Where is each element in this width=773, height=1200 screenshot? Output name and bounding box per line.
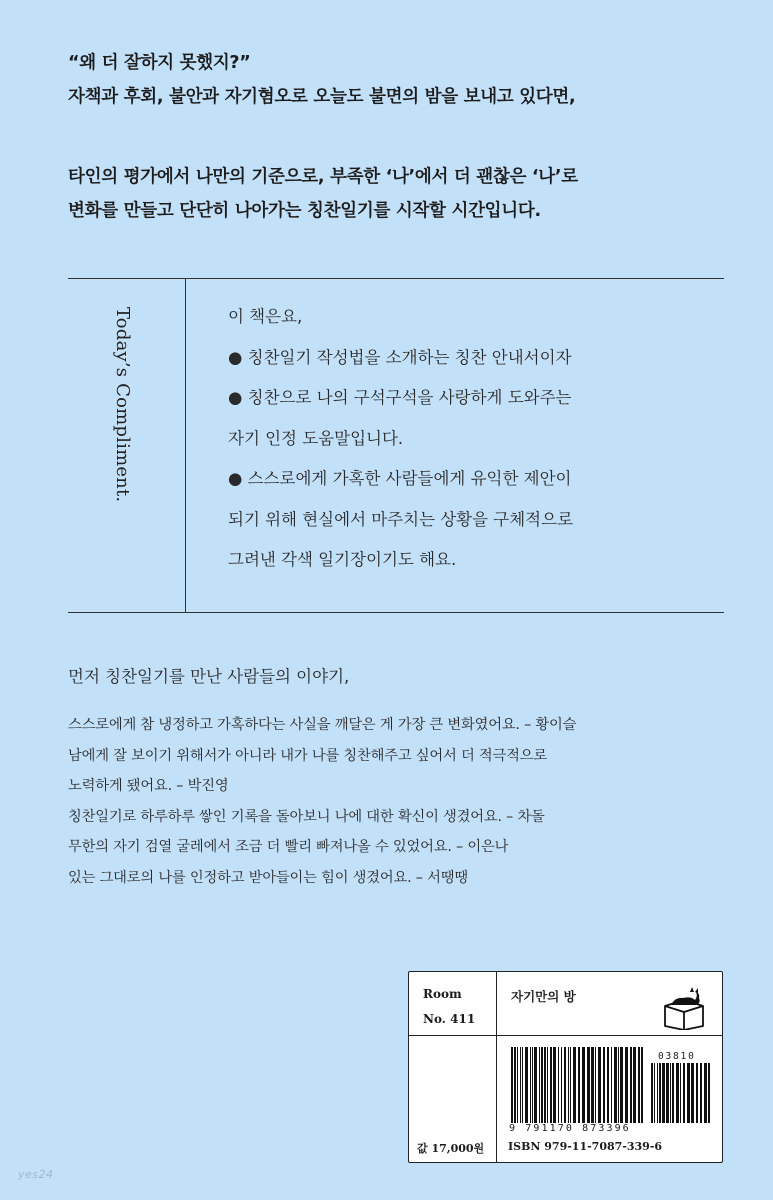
barcode-bar <box>514 1047 516 1123</box>
barcode-bar <box>539 1047 540 1123</box>
barcode-bar <box>680 1063 681 1123</box>
barcode-bar <box>620 1047 623 1123</box>
label-divider-vertical <box>496 972 497 1162</box>
about-line: 이 책은요, <box>228 307 303 326</box>
about-line: 자기 인정 도움말입니다. <box>228 428 404 448</box>
barcode-bar <box>532 1047 533 1123</box>
barcode-bar <box>520 1047 521 1123</box>
isbn-text: ISBN 979-11-7087-339-6 <box>508 1140 663 1153</box>
barcode-bar <box>517 1047 518 1123</box>
intro-text <box>68 46 728 228</box>
barcode-bar <box>544 1047 546 1123</box>
barcode-bar <box>568 1047 569 1123</box>
barcode-bar <box>651 1063 653 1123</box>
barcode-bar <box>672 1063 674 1123</box>
story-line: 남에게 잘 보이기 위해서가 아니라 내가 나를 칭찬해주고 싶어서 더 적극적으로 <box>68 747 547 764</box>
barcode-bar <box>676 1063 679 1123</box>
about-divider <box>185 279 186 612</box>
about-box <box>68 278 724 613</box>
barcode-bar <box>591 1047 594 1123</box>
barcode-bar <box>700 1063 702 1123</box>
barcode-bar <box>573 1047 576 1123</box>
barcode-bar <box>666 1063 669 1123</box>
barcode-bar <box>582 1047 585 1123</box>
barcode-bar <box>654 1063 655 1123</box>
barcode-bar <box>670 1063 671 1123</box>
barcode-bar <box>511 1047 513 1123</box>
cat-in-box-icon <box>661 986 707 1030</box>
story-line: 스스로에게 참 냉정하고 가혹하다는 사실을 깨달은 게 가장 큰 변화였어요. – 황이슬 <box>68 717 577 733</box>
barcode-bar <box>641 1047 643 1123</box>
barcode-bar <box>662 1063 665 1123</box>
barcode-bar <box>534 1047 537 1123</box>
addon-digits: 03810 <box>658 1051 696 1062</box>
intro-line-4: 변화를 만들고 단단히 나아가는 칭찬일기를 시작할 시간입니다. <box>68 201 541 221</box>
barcode-bar <box>683 1063 685 1123</box>
room-label-card <box>408 971 723 1163</box>
barcode-bar <box>607 1047 609 1123</box>
barcode-bar <box>708 1063 710 1123</box>
barcode-bar <box>564 1047 566 1123</box>
barcode-bar <box>587 1047 590 1123</box>
room-text: Room <box>423 987 462 1001</box>
barcode-bar <box>691 1063 694 1123</box>
barcode-bar <box>541 1047 543 1123</box>
publisher-title: 자기만의 방 <box>511 989 576 1004</box>
barcode-bar <box>618 1047 619 1123</box>
about-content <box>228 297 708 581</box>
price-text: 값 17,000원 <box>417 1142 485 1155</box>
barcode-bar <box>614 1047 617 1123</box>
story-line: 칭찬일기로 하루하루 쌓인 기록을 돌아보니 나에 대한 확신이 생겼어요. – 차돌 <box>68 808 545 825</box>
intro-line-1: “왜 더 잘하지 못했지?” <box>68 53 251 73</box>
barcode-bar <box>696 1063 698 1123</box>
about-line: ● 칭찬으로 나의 구석구석을 사랑하게 도와주는 <box>228 388 572 407</box>
stories-title: 먼저 칭찬일기를 만난 사람들의 이야기, <box>68 667 350 686</box>
barcode-bar <box>659 1063 661 1123</box>
story-line: 있는 그대로의 나를 인정하고 받아들이는 힘이 생겼어요. – 서땡땡 <box>68 869 468 886</box>
about-line: 되기 위해 현실에서 마주치는 상황을 구체적으로 <box>228 509 574 529</box>
barcode-bar <box>638 1047 640 1123</box>
barcode-bar <box>603 1047 605 1123</box>
barcode-bar <box>598 1047 601 1123</box>
barcode-bar <box>558 1047 559 1123</box>
barcode-bar <box>633 1047 636 1123</box>
label-divider-horizontal <box>409 1035 722 1036</box>
barcode-bar <box>570 1047 571 1123</box>
about-line: ● 스스로에게 가혹한 사람들에게 유익한 제안이 <box>228 469 572 488</box>
barcode-bar <box>595 1047 596 1123</box>
intro-line-2: 자책과 후회, 불안과 자기혐오로 오늘도 불면의 밤을 보내고 있다면, <box>68 87 576 107</box>
barcode-bar <box>625 1047 628 1123</box>
barcode-bar <box>553 1047 556 1123</box>
barcode-bar <box>547 1047 548 1123</box>
barcode-bar <box>704 1063 707 1123</box>
barcode-bar <box>657 1063 658 1123</box>
barcode-bar <box>525 1047 528 1123</box>
intro-line-3: 타인의 평가에서 나만의 기준으로, 부족한 ‘나’에서 더 괜찮은 ‘나’로 <box>68 167 578 187</box>
about-line: 그려낸 각색 일기장이기도 해요. <box>228 550 457 569</box>
story-line: 무한의 자기 검열 굴레에서 조금 더 빨리 빠져나올 수 있었어요. – 이은나 <box>68 839 509 855</box>
todays-compliment-label: Today’s Compliment. <box>112 307 133 503</box>
barcode-bar <box>630 1047 632 1123</box>
about-line: ● 칭찬일기 작성법을 소개하는 칭찬 안내서이자 <box>228 347 572 367</box>
barcode-bar <box>611 1047 612 1123</box>
stories-list <box>68 710 748 893</box>
story-line: 노력하게 됐어요. – 박진영 <box>68 778 229 794</box>
isbn-barcode <box>509 1047 645 1123</box>
yes24-watermark: yes24 <box>18 1168 54 1181</box>
room-number: No. 411 <box>423 1012 476 1026</box>
barcode-bar <box>561 1047 562 1123</box>
barcode-bar <box>522 1047 523 1123</box>
barcode-bar <box>550 1047 552 1123</box>
barcode-bar <box>687 1063 690 1123</box>
barcode-digits: 9 791170 873396 <box>509 1123 631 1134</box>
barcode-bar <box>530 1047 531 1123</box>
barcode-bar <box>578 1047 580 1123</box>
